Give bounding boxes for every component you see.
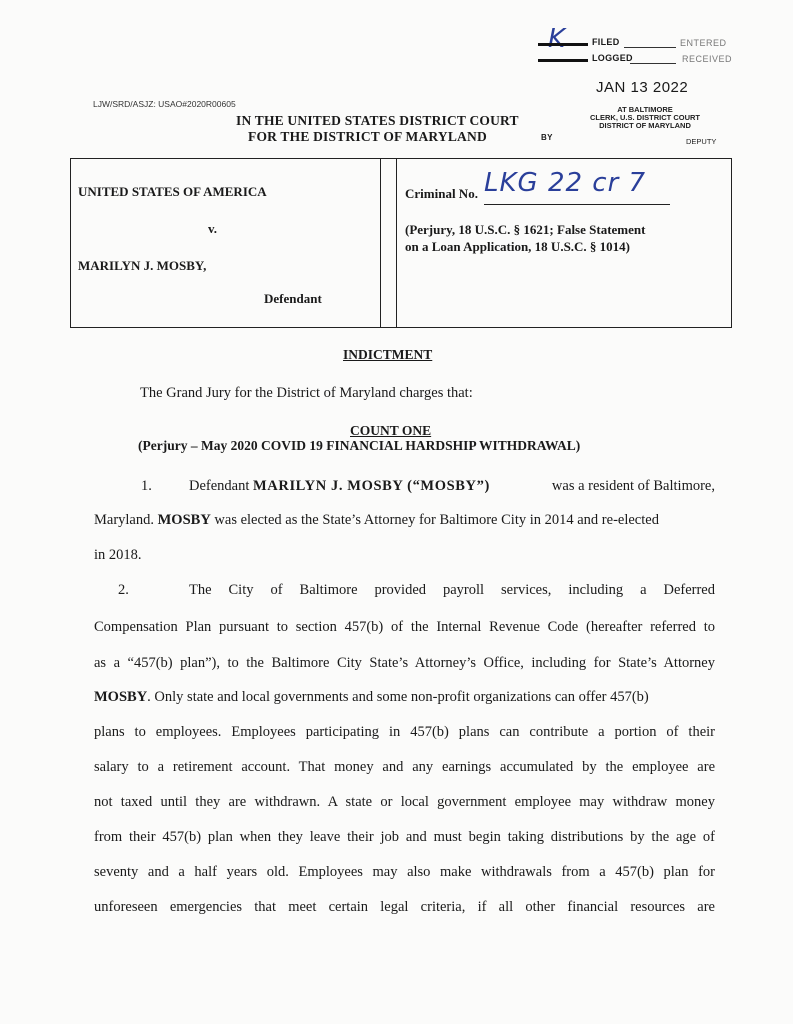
plaintiff-name: UNITED STATES OF AMERICA	[78, 184, 267, 199]
charges-line2: on a Loan Application, 18 U.S.C. § 1014)	[405, 239, 631, 254]
stamp-by: BY	[541, 133, 553, 142]
criminal-number: LKG 22 cr 7	[484, 168, 647, 198]
stamp-deputy: DEPUTY	[686, 137, 717, 146]
stamp-blank-line	[624, 47, 676, 48]
stamp-filed: FILED	[592, 37, 620, 47]
paragraph-2-line-8: from their 457(b) plan when they leave their job and must begin taking distributions by the age of	[94, 829, 715, 845]
count-title: COUNT ONE	[350, 423, 432, 438]
document-title: INDICTMENT	[343, 347, 433, 362]
stamp-clerk: CLERK, U.S. DISTRICT COURT	[590, 113, 700, 122]
criminal-no-line	[484, 204, 670, 205]
caption-divider	[380, 158, 381, 328]
stamp-at-baltimore: AT BALTIMORE	[617, 105, 673, 114]
text-run: Defendant	[189, 478, 254, 494]
stamp-location	[570, 106, 720, 130]
intro-text: The Grand Jury for the District of Maryland charges that:	[140, 385, 473, 401]
text-run: was elected as the State’s Attorney for Baltimore City in 2014 and re-elected	[210, 512, 659, 528]
stamp-logged: LOGGED	[592, 53, 633, 63]
caption-divider	[396, 158, 397, 328]
charges-line1: (Perjury, 18 U.S.C. § 1621; False Statement	[405, 222, 646, 237]
paragraph-2-line-3: as a “457(b) plan”), to the Baltimore City State’s Attorney’s Office, including for State’s Attorney	[94, 655, 715, 671]
stamp-entered: ENTERED	[680, 38, 727, 48]
paragraph-2-line-7: not taxed until they are withdrawn. A state or local government employee may withdraw money	[94, 794, 715, 810]
versus: v.	[208, 221, 218, 236]
criminal-no-label: Criminal No.	[405, 186, 478, 201]
paragraph-2-line-1: The City of Baltimore provided payroll services, including a Deferred	[189, 582, 715, 598]
paragraph-2-line-4	[94, 689, 649, 706]
text-run: Maryland.	[94, 512, 158, 528]
clerk-initial: K	[548, 24, 566, 54]
paragraph-number: 2.	[118, 582, 129, 598]
stamp-blank-line	[630, 63, 676, 64]
court-name-line2: FOR THE DISTRICT OF MARYLAND	[248, 129, 487, 144]
paragraph-2-line-2: Compensation Plan pursuant to section 457(b) of the Internal Revenue Code (hereafter referred to	[94, 619, 715, 635]
paragraph-1-line-2	[94, 512, 659, 529]
paragraph-2-line-6: salary to a retirement account. That money and any earnings accumulated by the employee are	[94, 759, 715, 775]
count-subtitle: (Perjury – May 2020 COVID 19 FINANCIAL HARDSHIP WITHDRAWAL)	[138, 438, 581, 453]
paragraph-1-line-1	[189, 478, 715, 495]
paragraph-number: 1.	[141, 478, 152, 494]
defendant-label: Defendant	[264, 291, 322, 306]
paragraph-2-line-10: unforeseen emergencies that meet certain legal criteria, if all other financial resources are	[94, 899, 715, 915]
court-name-line1: IN THE UNITED STATES DISTRICT COURT	[236, 113, 519, 128]
paragraph-2-line-9: seventy and a half years old. Employees may also make withdrawals from a 457(b) plan for	[94, 864, 715, 880]
defendant-name: MARILYN J. MOSBY,	[78, 258, 207, 273]
mosby-bold: MOSBY	[157, 512, 211, 528]
mosby-bold: MOSBY	[94, 689, 148, 705]
stamp-received: RECEIVED	[682, 54, 733, 64]
stamp-rule	[538, 59, 588, 62]
stamp-district: DISTRICT OF MARYLAND	[599, 121, 691, 130]
case-reference: LJW/SRD/ASJZ: USAO#2020R00605	[93, 99, 236, 109]
paragraph-2-line-5: plans to employees. Employees participating in 457(b) plans can contribute a portion of their	[94, 724, 715, 740]
stamp-date: JAN 13 2022	[596, 79, 689, 96]
text-run: . Only state and local governments and some non-profit organizations can offer 457(b)	[147, 689, 649, 705]
stamp-rule	[538, 43, 588, 46]
text-run: was a resident of Baltimore,	[548, 478, 715, 494]
paragraph-1-line-3: in 2018.	[94, 547, 142, 563]
defendant-name-bold: MARILYN J. MOSBY (“MOSBY”)	[253, 478, 490, 494]
